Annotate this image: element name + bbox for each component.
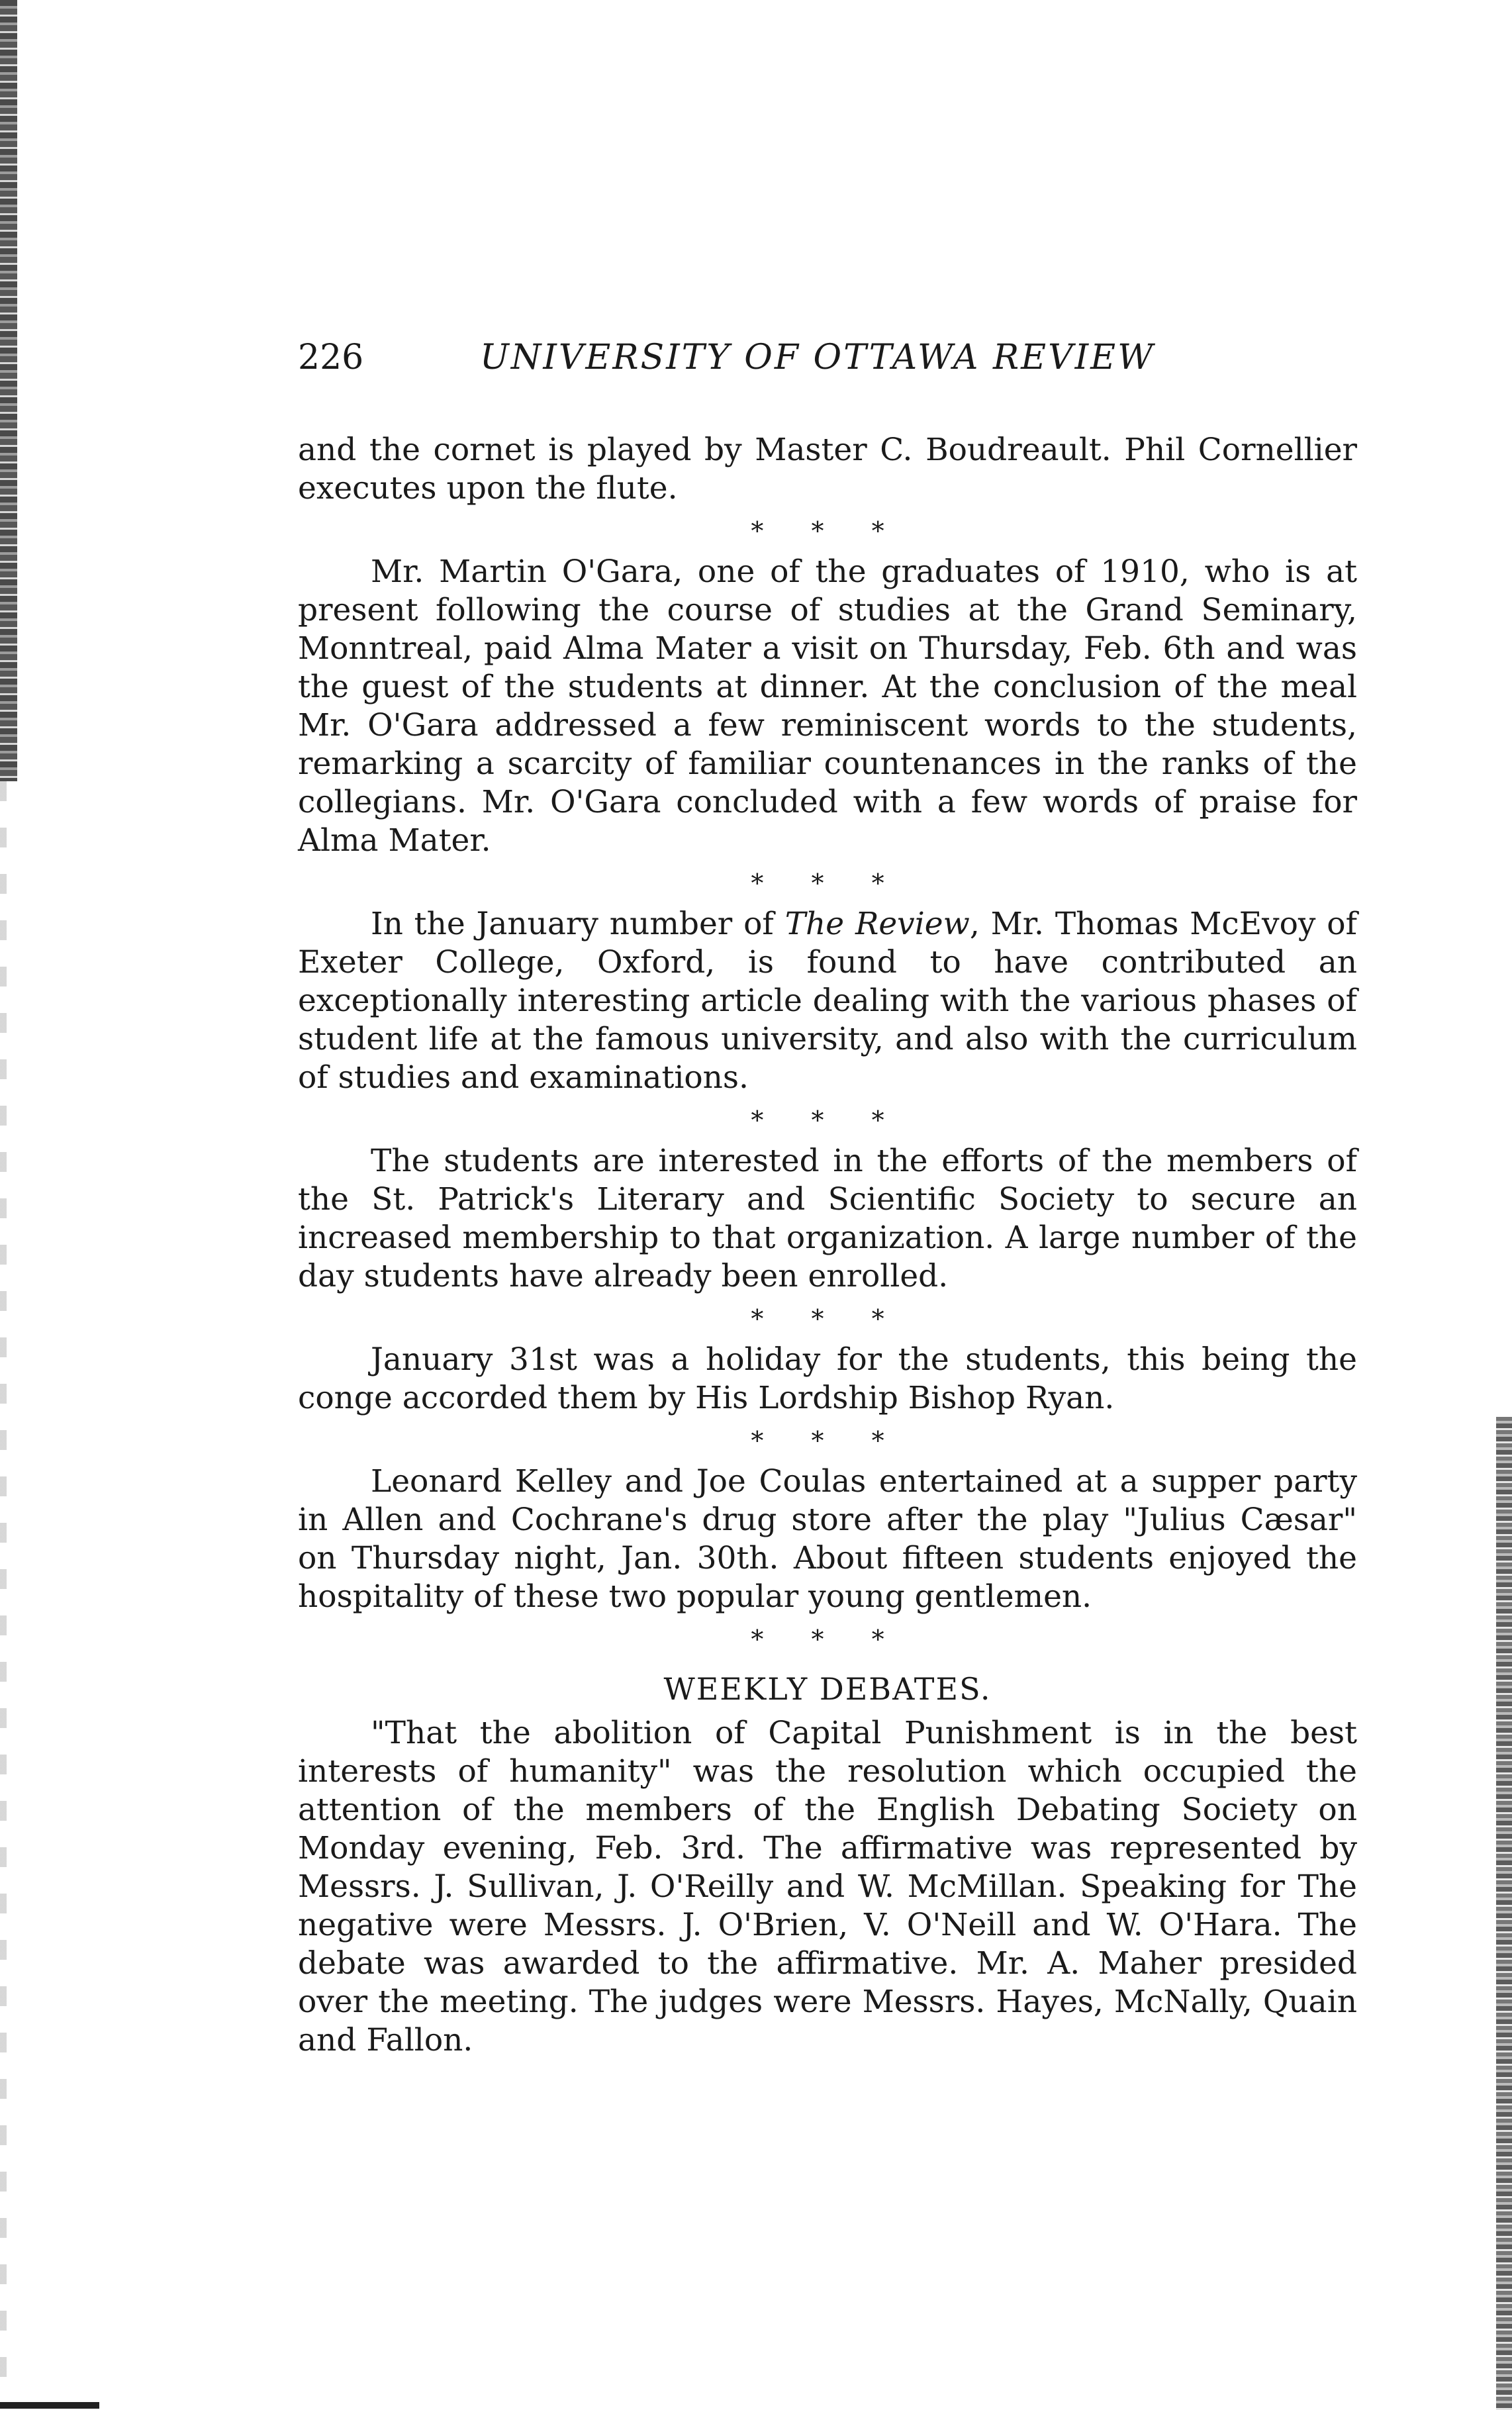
article-body — [298, 431, 1357, 2060]
paragraph-review-article — [298, 905, 1357, 1097]
running-head — [298, 331, 1357, 384]
section-separator: * * * — [751, 516, 904, 546]
section-heading-weekly-debates: WEEKLY DEBATES. — [663, 1671, 992, 1707]
paragraph-debate: "That the abolition of Capital Punishment is in the best interests of humanity" was the resolution which occupied the attention of the members of the English Debating Society on Monday evening, Feb. 3rd. The affirmative was represented by Messrs. J. Sullivan, J. O'Reilly and W. McMillan. Speaking for The negative were Messrs. J. O'Brien, V. O'Neill and W. O'Hara. The debate was awarded to the affirmative. Mr. A. Maher presided over the meeting. The judges were Messrs. Hayes, McNally, Quain and Fallon. — [298, 1715, 1357, 2058]
journal-title: UNIVERSITY OF OTTAWA REVIEW — [480, 338, 1155, 377]
section-separator: * * * — [751, 1426, 904, 1455]
paragraph-supper-party: Leonard Kelley and Joe Coulas entertained at a supper party in Allen and Cochrane's drug store after the play "Julius Cæsar" on Thursday night, Jan. 30th. About fifteen students enjoyed the hospitality of these two popular young gentlemen. — [298, 1463, 1357, 1615]
paragraph-ogara-visit: Mr. Martin O'Gara, one of the graduates of 1910, who is at present following the course of studies at the Grand Seminary, Monntreal, paid Alma Mater a visit on Thursday, Feb. 6th and was the guest of the students at dinner. At the conclusion of the meal Mr. O'Gara addressed a few reminiscent words to the students, remarking a scarcity of familiar countenances in the ranks of the collegians. Mr. O'Gara concluded with a few words of praise for Alma Mater. — [298, 554, 1357, 859]
paragraph-holiday: January 31st was a holiday for the students, this being the conge accorded them by His Lordship Bishop Ryan. — [298, 1341, 1357, 1416]
paragraph-cornet: and the cornet is played by Master C. Boudreault. Phil Cornellier executes upon the flute. — [298, 432, 1357, 506]
section-separator: * * * — [751, 869, 904, 898]
paragraph-st-patricks: The students are interested in the efforts of the members of the St. Patrick's Literary and Scientific Society to secure an increased membership to that organization. A large number of the day students have already been enrolled. — [298, 1143, 1357, 1294]
scan-edge-left — [0, 0, 17, 781]
section-separator: * * * — [751, 1106, 904, 1135]
section-separator: * * * — [751, 1625, 904, 1654]
review-title: The Review — [784, 906, 970, 942]
scan-edge-right — [1496, 1417, 1512, 2410]
review-article-text-before: In the January number of — [371, 906, 785, 942]
page-number: 226 — [298, 338, 364, 377]
scan-edge-left-lower — [0, 781, 7, 2384]
scan-edge-bottom — [0, 2402, 99, 2409]
section-separator: * * * — [751, 1304, 904, 1333]
review-article-text-after: , Mr. Thomas McEvoy of Exeter College, Oxford, is found to have contributed an exceptionally interesting article dealing with the various phases of student life at the famous university, and also with the curriculum of studies and examinations. — [298, 906, 1357, 1096]
